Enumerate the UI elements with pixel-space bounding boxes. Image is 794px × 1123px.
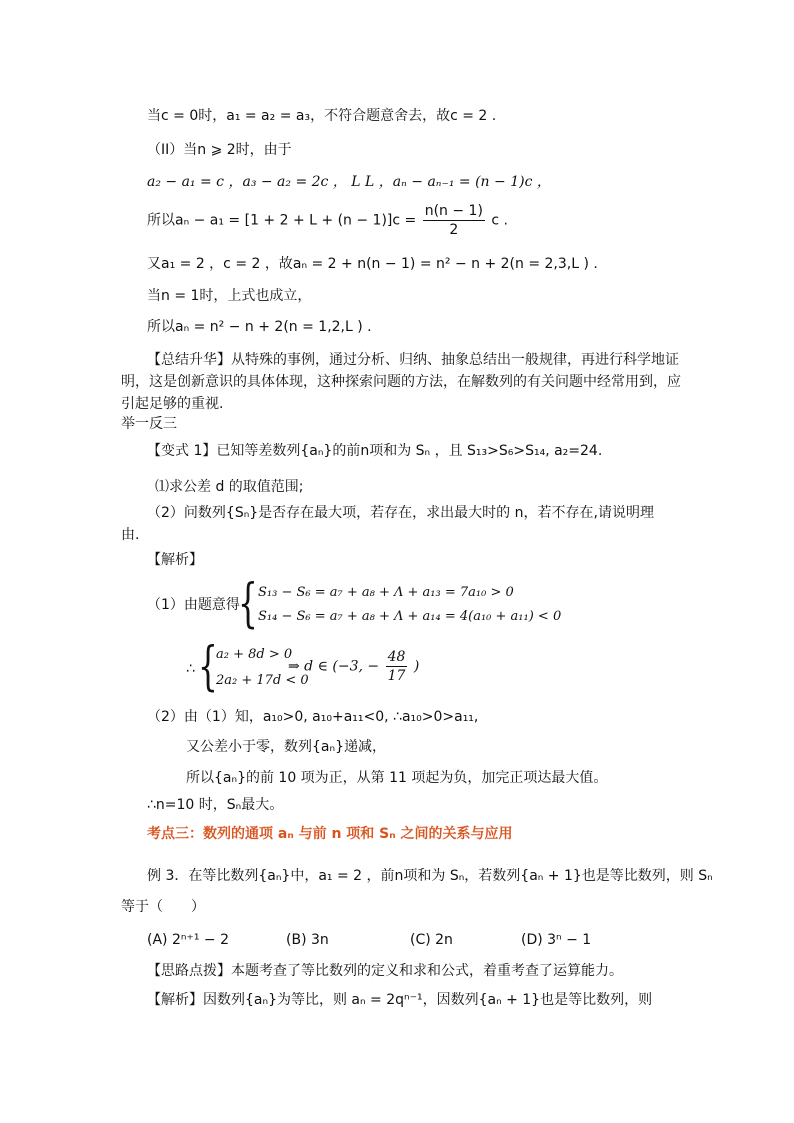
solution-1-prefix: （1）由题意得: [147, 597, 240, 613]
part-2-line-2: 又公差小于零，数列{aₙ}递减，: [186, 739, 386, 755]
line-general-term: 又a₁ = 2 ，c = 2 ，故aₙ = 2 + n(n − 1) = n² − n + 2(n = 2,3,L ) .: [147, 256, 598, 272]
line-n-equals-one: 当n = 1时，上式也成立，: [147, 288, 312, 304]
sum-fraction-denominator: 2: [449, 222, 459, 238]
line-sum-formula: [147, 202, 508, 239]
option-d: (D) 3ⁿ − 1: [521, 932, 592, 948]
solution-heading: 【解析】: [147, 552, 203, 568]
left-brace-1: {: [238, 574, 258, 634]
variant-1-statement: 【变式 1】已知等差数列{aₙ}的前n项和为 Sₙ ，且 S₁₃>S₆>S₁₄, a₂=24.: [147, 443, 603, 459]
line-differences: a₂ − a₁ = c ，a₃ − a₂ = 2c ， L L ，aₙ − aₙ₋₁ = (n − 1)c ，: [147, 174, 551, 190]
part-2-line-1: （2）由（1）知，a₁₀>0, a₁₀+a₁₁<0, ∴a₁₀>0>a₁₁,: [147, 709, 479, 725]
summary-line-1: 【总结升华】从特殊的事例，通过分析、归纳、抽象总结出一般规律，再进行科学地证: [147, 352, 679, 368]
sum-fraction: [423, 202, 485, 239]
part-2-conclusion: ∴n=10 时，Sₙ最大。: [147, 797, 284, 813]
line-c-zero: 当c = 0时，a₁ = a₂ = a₃，不符合题意舍去，故c = 2 .: [147, 108, 497, 124]
option-c: (C) 2n: [410, 932, 453, 948]
line-conclusion: 所以aₙ = n² − n + 2(n = 1,2,L ) .: [147, 319, 372, 335]
range-fraction-denominator: 17: [387, 668, 406, 684]
question-2-line-1: （2）问数列{Sₙ}是否存在最大项，若存在，求出最大时的 n，若不存在,请说明理: [147, 505, 654, 521]
left-brace-2: {: [198, 637, 218, 697]
example-3-line-1: 例 3．在等比数列{aₙ}中，a₁ = 2 ，前n项和为 Sₙ，若数列{aₙ + 1}也是等比数列，则 Sₙ: [147, 868, 713, 884]
part-2-line-3: 所以{aₙ}的前 10 项为正，从第 11 项起为负，加完正项达最大值。: [186, 770, 608, 786]
summary-line-3: 引起足够的重视.: [121, 396, 224, 412]
system-1-eq-b: S₁₄ − S₆ = a₇ + a₈ + Λ + a₁₄ = 4(a₁₀ + a₁₁) < 0: [258, 609, 562, 624]
summary-line-2: 明，这是创新意识的具体体现，这种探索问题的方法，在解数列的有关问题中经常用到，应: [121, 374, 681, 390]
section-practice: 举一反三: [121, 416, 177, 432]
line-part-ii: （II）当n ⩾ 2时，由于: [147, 142, 292, 158]
therefore-symbol: ∴: [186, 661, 195, 677]
range-lhs: ⇒ d ∈ (−3, −: [288, 658, 380, 675]
sum-formula-lhs: 所以aₙ − a₁ = [1 + 2 + L + (n − 1)]c =: [147, 212, 417, 229]
question-2-line-2: 由.: [121, 527, 140, 543]
range-of-d: [288, 648, 419, 685]
system-1-eq-a: S₁₃ − S₆ = a₇ + a₈ + Λ + a₁₃ = 7a₁₀ > 0: [258, 585, 514, 600]
option-a: (A) 2ⁿ⁺¹ − 2: [147, 932, 229, 948]
range-fraction: [386, 648, 408, 685]
option-b: (B) 3n: [286, 932, 329, 948]
example-3-solution: 【解析】因数列{aₙ}为等比，则 aₙ = 2qⁿ⁻¹，因数列{aₙ + 1}也是等比数列，则: [147, 992, 653, 1008]
question-1: ⑴求公差 d 的取值范围;: [155, 479, 304, 495]
system-2-eq-a: a₂ + 8d > 0: [216, 647, 293, 662]
range-fraction-numerator: 48: [387, 649, 406, 665]
system-2-eq-b: 2a₂ + 17d < 0: [216, 673, 309, 688]
sum-fraction-numerator: n(n − 1): [424, 203, 483, 219]
section-heading-3: 考点三：数列的通项 aₙ 与前 n 项和 Sₙ 之间的关系与应用: [147, 826, 513, 842]
example-3-line-2: 等于（ ）: [121, 899, 205, 915]
range-rhs: ): [413, 658, 420, 675]
sum-formula-rhs: c .: [491, 212, 508, 229]
hint-line: 【思路点拨】本题考查了等比数列的定义和求和公式，着重考查了运算能力。: [147, 963, 623, 979]
